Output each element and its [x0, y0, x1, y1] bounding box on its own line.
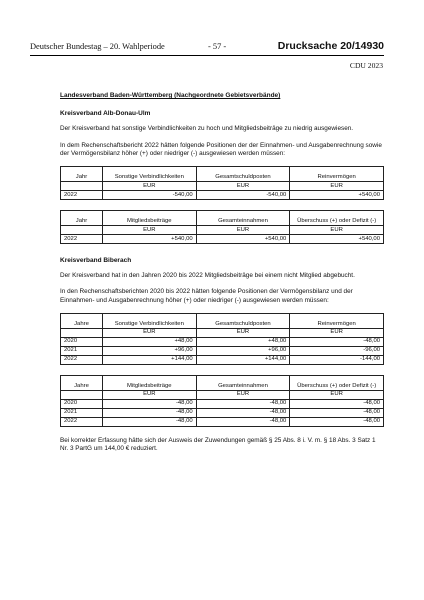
col-header: Gesamteinnahmen	[196, 375, 290, 390]
kv2-table-balance	[60, 313, 384, 365]
col-header: Jahre	[61, 375, 103, 390]
value-cell: +144,00	[102, 355, 196, 364]
table-row	[61, 408, 384, 417]
value-cell: -48,00	[290, 417, 384, 426]
unit-cell	[61, 390, 103, 399]
table-row	[61, 235, 384, 244]
kv1-explanation: In dem Rechenschaftsbericht 2022 hätten folgende Positionen der der Einnahmen- und Ausgabenrechnung sowie der Vermögensbilanz höher (+) oder niedriger (-) ausgewiesen werden müssen:	[60, 141, 382, 157]
unit-cell: EUR	[290, 182, 384, 191]
kv1-finding: Der Kreisverband hat sonstige Verbindlichkeiten zu hoch und Mitgliedsbeiträge zu niedrig ausgewiesen.	[60, 125, 354, 133]
value-cell: +96,00	[102, 346, 196, 355]
unit-cell: EUR	[196, 390, 290, 399]
col-header: Gesamteinnahmen	[196, 211, 290, 226]
col-header: Überschuss (+) oder Defizit (-)	[290, 211, 384, 226]
table-row	[61, 355, 384, 364]
year-cell: 2022	[61, 191, 103, 200]
col-header: Sonstige Verbindlichkeiten	[102, 313, 196, 328]
unit-cell: EUR	[102, 182, 196, 191]
kv2-finding: Der Kreisverband hat in den Jahren 2020 bis 2022 Mitgliedsbeiträge bei einem nicht Mitglied abgebucht.	[60, 272, 355, 280]
value-cell: +540,00	[290, 191, 384, 200]
table-header-row	[61, 313, 384, 328]
unit-cell: EUR	[290, 226, 384, 235]
table-header-row	[61, 375, 384, 390]
value-cell: -48,00	[290, 408, 384, 417]
table-row	[61, 191, 384, 200]
col-header: Gesamtschuldposten	[196, 167, 290, 182]
unit-cell: EUR	[102, 328, 196, 337]
table-row	[61, 417, 384, 426]
year-cell: 2021	[61, 346, 103, 355]
unit-cell: EUR	[290, 328, 384, 337]
value-cell: -48,00	[290, 337, 384, 346]
kv1-title: Kreisverband Alb-Donau-Ulm	[60, 110, 151, 118]
value-cell: +144,00	[196, 355, 290, 364]
col-header: Jahre	[61, 313, 103, 328]
col-header: Sonstige Verbindlichkeiten	[102, 167, 196, 182]
year-cell: 2022	[61, 235, 103, 244]
table-unit-row	[61, 226, 384, 235]
col-header: Mitgliedsbeiträge	[102, 375, 196, 390]
col-header: Reinvermögen	[290, 167, 384, 182]
unit-cell: EUR	[290, 390, 384, 399]
kv2-title: Kreisverband Biberach	[60, 257, 132, 265]
kv2-table-income	[60, 375, 384, 427]
value-cell: -48,00	[102, 399, 196, 408]
page-content	[60, 92, 384, 461]
col-header: Überschuss (+) oder Defizit (-)	[290, 375, 384, 390]
table-unit-row	[61, 182, 384, 191]
page-header	[30, 41, 384, 55]
value-cell: -48,00	[196, 399, 290, 408]
value-cell: -540,00	[102, 191, 196, 200]
value-cell: -144,00	[290, 355, 384, 364]
table-row	[61, 337, 384, 346]
year-cell: 2021	[61, 408, 103, 417]
kv2-explanation: In den Rechenschaftsberichten 2020 bis 2022 hätten folgende Positionen der Vermögensbilanz und der Einnahmen- und Ausgabenrechnung höher (+) oder niedriger (-) ausgewiesen werden müssen:	[60, 288, 353, 304]
value-cell: -48,00	[102, 417, 196, 426]
unit-cell	[61, 182, 103, 191]
value-cell: -48,00	[102, 408, 196, 417]
col-header: Jahr	[61, 211, 103, 226]
table-row	[61, 346, 384, 355]
unit-cell: EUR	[196, 328, 290, 337]
kv1-table-income	[60, 210, 384, 244]
table-unit-row	[61, 328, 384, 337]
unit-cell: EUR	[196, 226, 290, 235]
col-header: Mitgliedsbeiträge	[102, 211, 196, 226]
unit-cell	[61, 328, 103, 337]
unit-cell	[61, 226, 103, 235]
table-unit-row	[61, 390, 384, 399]
value-cell: +540,00	[290, 235, 384, 244]
header-rule	[30, 55, 384, 56]
col-header: Gesamtschuldposten	[196, 313, 290, 328]
col-header: Reinvermögen	[290, 313, 384, 328]
value-cell: +540,00	[196, 235, 290, 244]
col-header: Jahr	[61, 167, 103, 182]
value-cell: -48,00	[196, 417, 290, 426]
value-cell: -48,00	[196, 408, 290, 417]
value-cell: +540,00	[102, 235, 196, 244]
year-cell: 2020	[61, 337, 103, 346]
section-title: Landesverband Baden-Württemberg (Nachgeordnete Gebietsverbände)	[60, 92, 281, 99]
kv2-conclusion: Bei korrekter Erfassung hätte sich der Ausweis der Zuwendungen gemäß § 25 Abs. 8 i. V. m. § 18 Abs. 3 Satz 1 Nr. 3 PartG um 144,00 € reduziert.	[60, 436, 376, 453]
table-row	[61, 399, 384, 408]
value-cell: +48,00	[102, 337, 196, 346]
page-number: - 57 -	[208, 42, 227, 51]
year-cell: 2022	[61, 355, 103, 364]
header-parliament: Deutscher Bundestag – 20. Wahlperiode	[30, 42, 165, 51]
party-year-label: CDU 2023	[349, 61, 383, 70]
table-header-row	[61, 211, 384, 226]
year-cell: 2022	[61, 417, 103, 426]
kv1-table-balance	[60, 166, 384, 200]
value-cell: +96,00	[196, 346, 290, 355]
unit-cell: EUR	[102, 390, 196, 399]
value-cell: +48,00	[196, 337, 290, 346]
value-cell: -96,00	[290, 346, 384, 355]
year-cell: 2020	[61, 399, 103, 408]
table-header-row	[61, 167, 384, 182]
drucksache-number: Drucksache 20/14930	[277, 40, 384, 52]
value-cell: -48,00	[290, 399, 384, 408]
value-cell: -540,00	[196, 191, 290, 200]
unit-cell: EUR	[102, 226, 196, 235]
unit-cell: EUR	[196, 182, 290, 191]
